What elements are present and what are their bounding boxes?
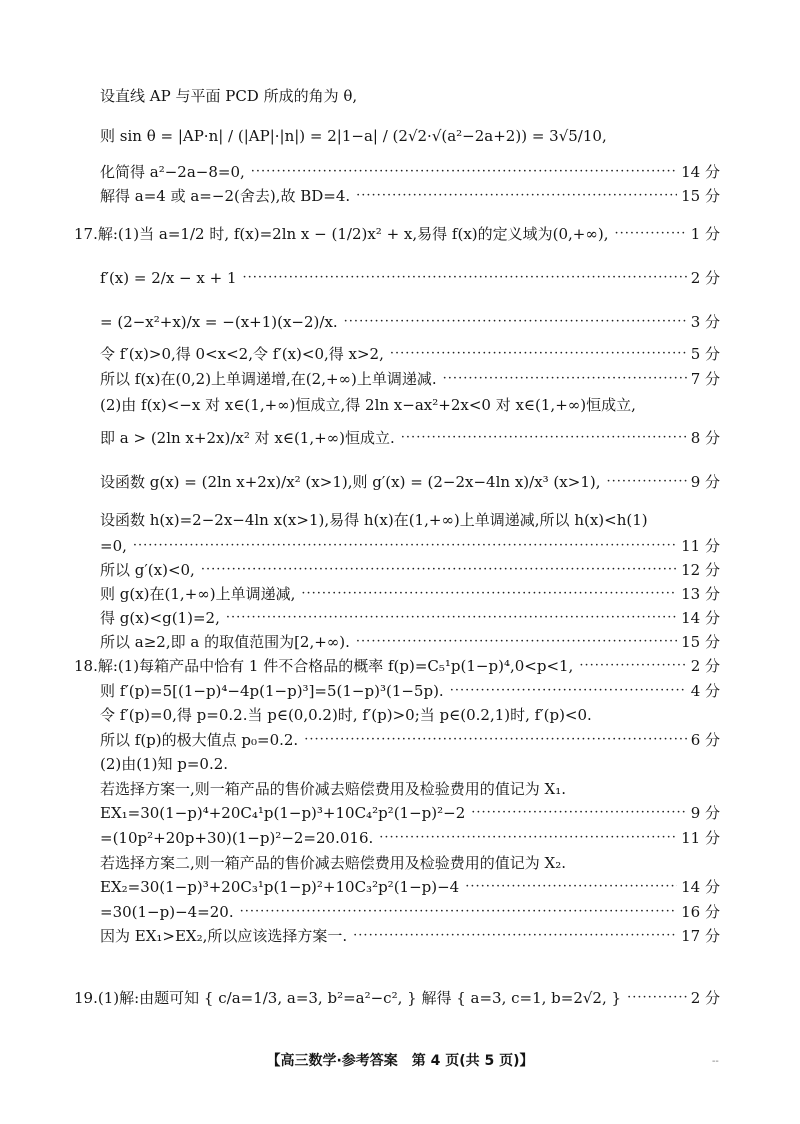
solution-line — [100, 428, 720, 448]
score-mark: 1 分 — [690, 225, 720, 243]
score-mark: 9 分 — [690, 804, 720, 822]
solution-line — [100, 344, 720, 364]
leader-dots — [356, 632, 677, 652]
score-mark: 14 分 — [681, 609, 720, 627]
score-mark: 14 分 — [681, 878, 720, 896]
leader-dots — [356, 186, 677, 206]
solution-line — [100, 926, 720, 946]
score-mark: 16 分 — [681, 903, 720, 921]
line-text: 所以 g′(x)<0, — [100, 561, 195, 579]
solution-line — [100, 395, 720, 415]
line-text: 得 g(x)<g(1)=2, — [100, 609, 220, 627]
line-text: 19.(1)解:由题可知 { c/a=1/3, a=3, b²=a²−c², } 解得 { a=3, c=1, b=2√2, } — [74, 989, 622, 1007]
leader-dots — [344, 312, 687, 332]
score-mark: 2 分 — [690, 657, 720, 675]
score-mark: 17 分 — [681, 927, 720, 945]
solution-line — [100, 584, 720, 604]
leader-dots — [471, 803, 686, 823]
line-text: 18.解:(1)每箱产品中恰有 1 件不合格品的概率 f(p)=C₅¹p(1−p)⁴,0<p<1, — [74, 657, 574, 675]
solution-line — [100, 803, 720, 823]
line-text: 令 f′(x)>0,得 0<x<2,令 f′(x)<0,得 x>2, — [100, 345, 384, 363]
score-mark: 2 分 — [690, 269, 720, 287]
line-text: 即 a > (2ln x+2x)/x² 对 x∈(1,+∞)恒成立. — [100, 429, 395, 447]
score-mark: 15 分 — [681, 187, 720, 205]
solution-line — [100, 162, 720, 182]
line-text: 设直线 AP 与平面 PCD 所成的角为 θ, — [100, 87, 358, 105]
solution-line — [100, 510, 720, 530]
leader-dots — [251, 162, 677, 182]
score-mark: 6 分 — [690, 731, 720, 749]
line-text: 设函数 g(x) = (2ln x+2x)/x² (x>1),则 g′(x) = (2−2x−4ln x)/x³ (x>1), — [100, 473, 601, 491]
line-text: 所以 f(p)的极大值点 p₀=0.2. — [100, 731, 299, 749]
solution-line — [74, 656, 720, 676]
score-mark: 12 分 — [681, 561, 720, 579]
solution-line — [100, 902, 720, 922]
leader-dots — [304, 730, 686, 750]
solution-line — [74, 988, 720, 1008]
leader-dots — [606, 472, 686, 492]
leader-dots — [243, 268, 687, 288]
score-mark: 7 分 — [690, 370, 720, 388]
solution-line — [100, 853, 720, 873]
solution-line — [100, 754, 720, 774]
line-text: f′(x) = 2/x − x + 1 — [100, 269, 237, 287]
solution-line — [100, 472, 720, 492]
line-text: 则 sin θ = |AP·n| / (|AP|·|n|) = 2|1−a| / (2√2·√(a²−2a+2)) = 3√5/10, — [100, 127, 607, 145]
line-text: 因为 EX₁>EX₂,所以应该选择方案一. — [100, 927, 348, 945]
line-text: 17.解:(1)当 a=1/2 时, f(x)=2ln x − (1/2)x² + x,易得 f(x)的定义域为(0,+∞), — [74, 225, 609, 243]
score-mark: 14 分 — [681, 163, 720, 181]
line-text: 所以 f(x)在(0,2)上单调递增,在(2,+∞)上单调递减. — [100, 370, 437, 388]
score-mark: 2 分 — [690, 989, 720, 1007]
solution-line — [100, 608, 720, 628]
score-mark: 9 分 — [690, 473, 720, 491]
solution-line — [100, 705, 720, 725]
solution-line — [100, 536, 720, 556]
line-text: (2)由(1)知 p=0.2. — [100, 755, 229, 773]
leader-dots — [450, 681, 687, 701]
solution-line — [100, 632, 720, 652]
line-text: 所以 a≥2,即 a 的取值范围为[2,+∞). — [100, 633, 350, 651]
line-text: =0, — [100, 537, 127, 555]
leader-dots — [133, 536, 677, 556]
line-text: (2)由 f(x)<−x 对 x∈(1,+∞)恒成立,得 2ln x−ax²+2x<0 对 x∈(1,+∞)恒成立, — [100, 396, 636, 414]
solution-line — [100, 86, 720, 106]
line-text: 令 f′(p)=0,得 p=0.2.当 p∈(0,0.2)时, f′(p)>0;当 p∈(0.2,1)时, f′(p)<0. — [100, 706, 592, 724]
solution-line — [100, 877, 720, 897]
solution-line — [100, 268, 720, 288]
solution-line — [100, 186, 720, 206]
leader-dots — [579, 656, 686, 676]
score-mark: 11 分 — [681, 537, 720, 555]
line-text: =30(1−p)−4=20. — [100, 903, 234, 921]
leader-dots — [465, 877, 677, 897]
line-text: = (2−x²+x)/x = −(x+1)(x−2)/x. — [100, 313, 338, 331]
leader-dots — [614, 224, 686, 244]
solution-line — [100, 369, 720, 389]
score-mark: 4 分 — [690, 682, 720, 700]
score-mark: 11 分 — [681, 829, 720, 847]
leader-dots — [301, 584, 677, 604]
line-text: 则 g(x)在(1,+∞)上单调递减, — [100, 585, 296, 603]
line-text: 化简得 a²−2a−8=0, — [100, 163, 245, 181]
line-text: 设函数 h(x)=2−2x−4ln x(x>1),易得 h(x)在(1,+∞)上单调递减,所以 h(x)<h(1) — [100, 511, 648, 529]
leader-dots — [443, 369, 687, 389]
leader-dots — [240, 902, 678, 922]
solution-line — [100, 828, 720, 848]
line-text: 若选择方案一,则一箱产品的售价减去赔偿费用及检验费用的值记为 X₁. — [100, 780, 566, 798]
solution-line — [100, 560, 720, 580]
score-mark: 3 分 — [690, 313, 720, 331]
leader-dots — [226, 608, 677, 628]
score-mark: 13 分 — [681, 585, 720, 603]
score-mark: 5 分 — [690, 345, 720, 363]
page-footer: 【高三数学·参考答案 第 4 页(共 5 页)】 — [266, 1053, 534, 1069]
line-text: =(10p²+20p+30)(1−p)²−2=20.016. — [100, 829, 374, 847]
solution-line — [100, 126, 720, 146]
solution-line — [74, 224, 720, 244]
solution-line — [100, 312, 720, 332]
leader-dots — [401, 428, 687, 448]
leader-dots — [627, 988, 687, 1008]
line-text: 若选择方案二,则一箱产品的售价减去赔偿费用及检验费用的值记为 X₂. — [100, 854, 566, 872]
solution-line — [100, 681, 720, 701]
score-mark: 8 分 — [690, 429, 720, 447]
leader-dots — [353, 926, 677, 946]
line-text: 则 f′(p)=5[(1−p)⁴−4p(1−p)³]=5(1−p)³(1−5p). — [100, 682, 444, 700]
leader-dots — [201, 560, 677, 580]
line-text: EX₁=30(1−p)⁴+20C₄¹p(1−p)³+10C₄²p²(1−p)²−2 — [100, 804, 466, 822]
line-text: 解得 a=4 或 a=−2(舍去),故 BD=4. — [100, 187, 351, 205]
leader-dots — [390, 344, 687, 364]
line-text: EX₂=30(1−p)³+20C₃¹p(1−p)²+10C₃²p²(1−p)−4 — [100, 878, 460, 896]
corner-mark: -- — [712, 1056, 719, 1067]
solution-line — [100, 779, 720, 799]
solution-line — [100, 730, 720, 750]
score-mark: 15 分 — [681, 633, 720, 651]
leader-dots — [379, 828, 677, 848]
